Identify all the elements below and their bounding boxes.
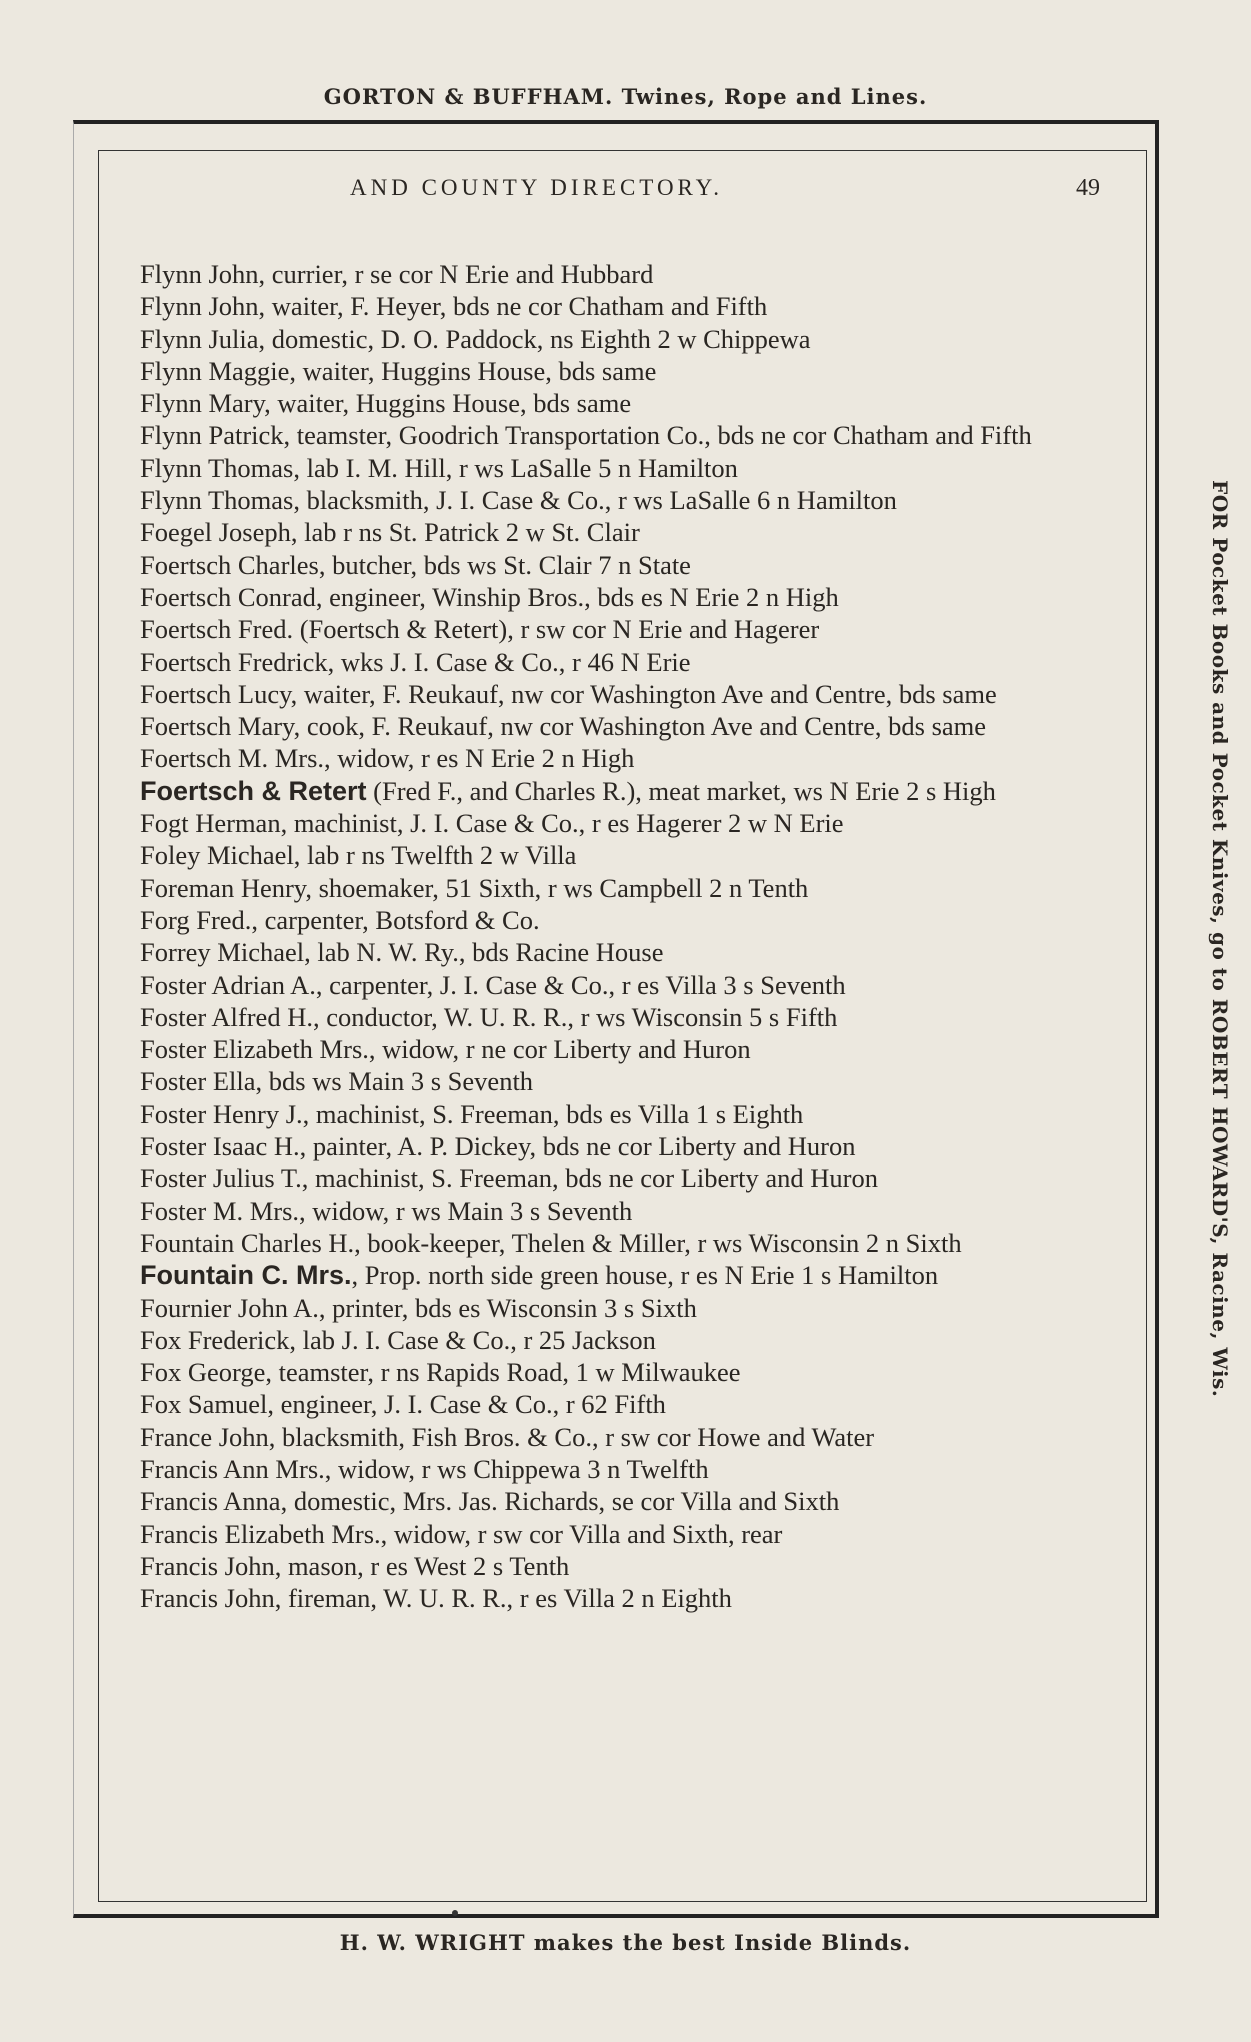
directory-entry: [140, 1388, 1100, 1420]
entry-text: Flynn Thomas, lab I. M. Hill, r ws LaSalle 5 n Hamilton: [140, 452, 738, 483]
entry-text: Foster Isaac H., painter, A. P. Dickey, bds ne cor Liberty and Huron: [140, 1131, 856, 1162]
entry-text: Foertsch Fredrick, wks J. I. Case & Co., r 46 N Erie: [140, 646, 691, 677]
entry-text: Foertsch M. Mrs., widow, r es N Erie 2 n High: [140, 743, 635, 774]
entry-text: Foster Ella, bds ws Main 3 s Seventh: [140, 1066, 534, 1097]
directory-entry: [140, 904, 1100, 936]
entry-text: Foertsch Conrad, engineer, Winship Bros., bds es N Erie 2 n High: [140, 581, 839, 612]
entry-text: Foley Michael, lab r ns Twelfth 2 w Villa: [140, 840, 577, 871]
directory-entry: [140, 1130, 1100, 1162]
entry-text: Francis John, mason, r es West 2 s Tenth: [140, 1550, 570, 1581]
top-advertisement-banner: GORTON & BUFFHAM. Twines, Rope and Lines.: [323, 84, 928, 109]
entry-text: Foegel Joseph, lab r ns St. Patrick 2 w St. Clair: [140, 517, 640, 548]
directory-entry: [140, 581, 1100, 613]
directory-entry: [140, 516, 1100, 548]
entry-text: France John, blacksmith, Fish Bros. & Co., r sw cor Howe and Water: [140, 1421, 875, 1452]
entry-text: Flynn Thomas, blacksmith, J. I. Case & Co., r ws LaSalle 6 n Hamilton: [140, 485, 897, 516]
directory-entry: [140, 1001, 1100, 1033]
entry-text: Fox George, teamster, r ns Rapids Road, 1 w Milwaukee: [140, 1357, 741, 1388]
directory-entry: [140, 710, 1100, 742]
entry-text: Foster M. Mrs., widow, r ws Main 3 s Seventh: [140, 1195, 633, 1226]
entry-text: Francis John, fireman, W. U. R. R., r es Villa 2 n Eighth: [140, 1583, 732, 1614]
entry-text: Foertsch Mary, cook, F. Reukauf, nw cor Washington Ave and Centre, bds same: [140, 711, 987, 742]
entry-text: Forrey Michael, lab N. W. Ry., bds Racine House: [140, 937, 664, 968]
entry-text: Fountain Charles H., book-keeper, Thelen & Miller, r ws Wisconsin 2 n Sixth: [140, 1227, 962, 1258]
entry-text: (Fred F., and Charles R.), meat market, ws N Erie 2 s High: [366, 775, 996, 806]
directory-entry: [140, 323, 1100, 355]
directory-entry: [140, 646, 1100, 678]
entry-text: Flynn Patrick, teamster, Goodrich Transportation Co., bds ne cor Chatham and Fifth: [140, 420, 1032, 451]
directory-entry: [140, 1227, 1100, 1259]
entry-text: Fournier John A., printer, bds es Wisconsin 3 s Sixth: [140, 1292, 697, 1323]
page-title: AND COUNTY DIRECTORY.: [350, 175, 724, 200]
directory-entry: [140, 1582, 1100, 1614]
directory-entry: [140, 484, 1100, 516]
entry-text: , Prop. north side green house, r es N Erie 1 s Hamilton: [351, 1260, 939, 1291]
entry-text: Flynn Julia, domestic, D. O. Paddock, ns Eighth 2 w Chippewa: [140, 323, 811, 354]
directory-entry: [140, 549, 1100, 581]
directory-entry: [140, 678, 1100, 710]
directory-entry: [140, 1033, 1100, 1065]
page-number: 49: [1076, 175, 1100, 201]
entry-text: Foster Elizabeth Mrs., widow, r ne cor Liberty and Huron: [140, 1034, 751, 1065]
directory-entry: [140, 872, 1100, 904]
entry-text: Fox Frederick, lab J. I. Case & Co., r 25 Jackson: [140, 1324, 656, 1355]
directory-entry: [140, 1162, 1100, 1194]
directory-entry: [140, 258, 1100, 290]
entry-text: Flynn Mary, waiter, Huggins House, bds same: [140, 388, 632, 419]
directory-entry: [140, 613, 1100, 645]
directory-entry: [140, 1550, 1100, 1582]
entry-text: Forg Fred., carpenter, Botsford & Co.: [140, 904, 540, 935]
directory-entry: [140, 1259, 1100, 1291]
entry-text: Flynn John, waiter, F. Heyer, bds ne cor Chatham and Fifth: [140, 291, 768, 322]
directory-entries-list: [140, 258, 1100, 1614]
entry-business-name: Foertsch & Retert: [140, 775, 367, 806]
entry-text: Francis Anna, domestic, Mrs. Jas. Richards, se cor Villa and Sixth: [140, 1486, 840, 1517]
directory-entry: [140, 1065, 1100, 1097]
entry-text: Francis Elizabeth Mrs., widow, r sw cor Villa and Sixth, rear: [140, 1518, 783, 1549]
directory-entry: [140, 742, 1100, 774]
directory-entry: [140, 452, 1100, 484]
directory-entry: [140, 807, 1100, 839]
directory-entry: [140, 1098, 1100, 1130]
directory-entry: [140, 1421, 1100, 1453]
directory-entry: [140, 969, 1100, 1001]
directory-entry: [140, 1453, 1100, 1485]
directory-entry: [140, 387, 1100, 419]
directory-entry: [140, 1324, 1100, 1356]
entry-text: Foster Henry J., machinist, S. Freeman, bds es Villa 1 s Eighth: [140, 1098, 804, 1129]
directory-entry: [140, 290, 1100, 322]
ornament-dot: [452, 1910, 458, 1916]
directory-entry: [140, 1292, 1100, 1324]
side-advertisement-text: FOR Pocket Books and Pocket Knives, go to ROBERT HOWARD'S, Racine, Wis.: [1208, 480, 1232, 1398]
entry-text: Foertsch Lucy, waiter, F. Reukauf, nw cor Washington Ave and Centre, bds same: [140, 678, 997, 709]
entry-text: Foreman Henry, shoemaker, 51 Sixth, r ws Campbell 2 n Tenth: [140, 872, 809, 903]
entry-text: Fox Samuel, engineer, J. I. Case & Co., r 62 Fifth: [140, 1389, 666, 1420]
entry-text: Flynn John, currier, r se cor N Erie and Hubbard: [140, 259, 654, 289]
directory-entry: [140, 839, 1100, 871]
entry-business-name: Fountain C. Mrs.: [140, 1260, 352, 1291]
entry-text: Francis Ann Mrs., widow, r ws Chippewa 3 n Twelfth: [140, 1453, 709, 1484]
entry-text: Flynn Maggie, waiter, Huggins House, bds same: [140, 355, 657, 386]
entry-text: Foertsch Fred. (Foertsch & Retert), r sw cor N Erie and Hagerer: [140, 614, 820, 645]
directory-entry: [140, 1518, 1100, 1550]
bottom-advertisement-banner: H. W. WRIGHT makes the best Inside Blinds.: [339, 1930, 912, 1955]
directory-entry: [140, 1356, 1100, 1388]
entry-text: Foertsch Charles, butcher, bds ws St. Clair 7 n State: [140, 549, 691, 580]
entry-text: Foster Julius T., machinist, S. Freeman, bds ne cor Liberty and Huron: [140, 1163, 878, 1194]
directory-entry: [140, 419, 1100, 451]
entry-text: Fogt Herman, machinist, J. I. Case & Co., r es Hagerer 2 w N Erie: [140, 808, 844, 839]
directory-entry: [140, 1195, 1100, 1227]
directory-entry: [140, 775, 1100, 807]
directory-entry: [140, 1485, 1100, 1517]
directory-entry: [140, 936, 1100, 968]
entry-text: Foster Adrian A., carpenter, J. I. Case & Co., r es Villa 3 s Seventh: [140, 969, 846, 1000]
entry-text: Foster Alfred H., conductor, W. U. R. R., r ws Wisconsin 5 s Fifth: [140, 1001, 838, 1032]
directory-entry: [140, 355, 1100, 387]
